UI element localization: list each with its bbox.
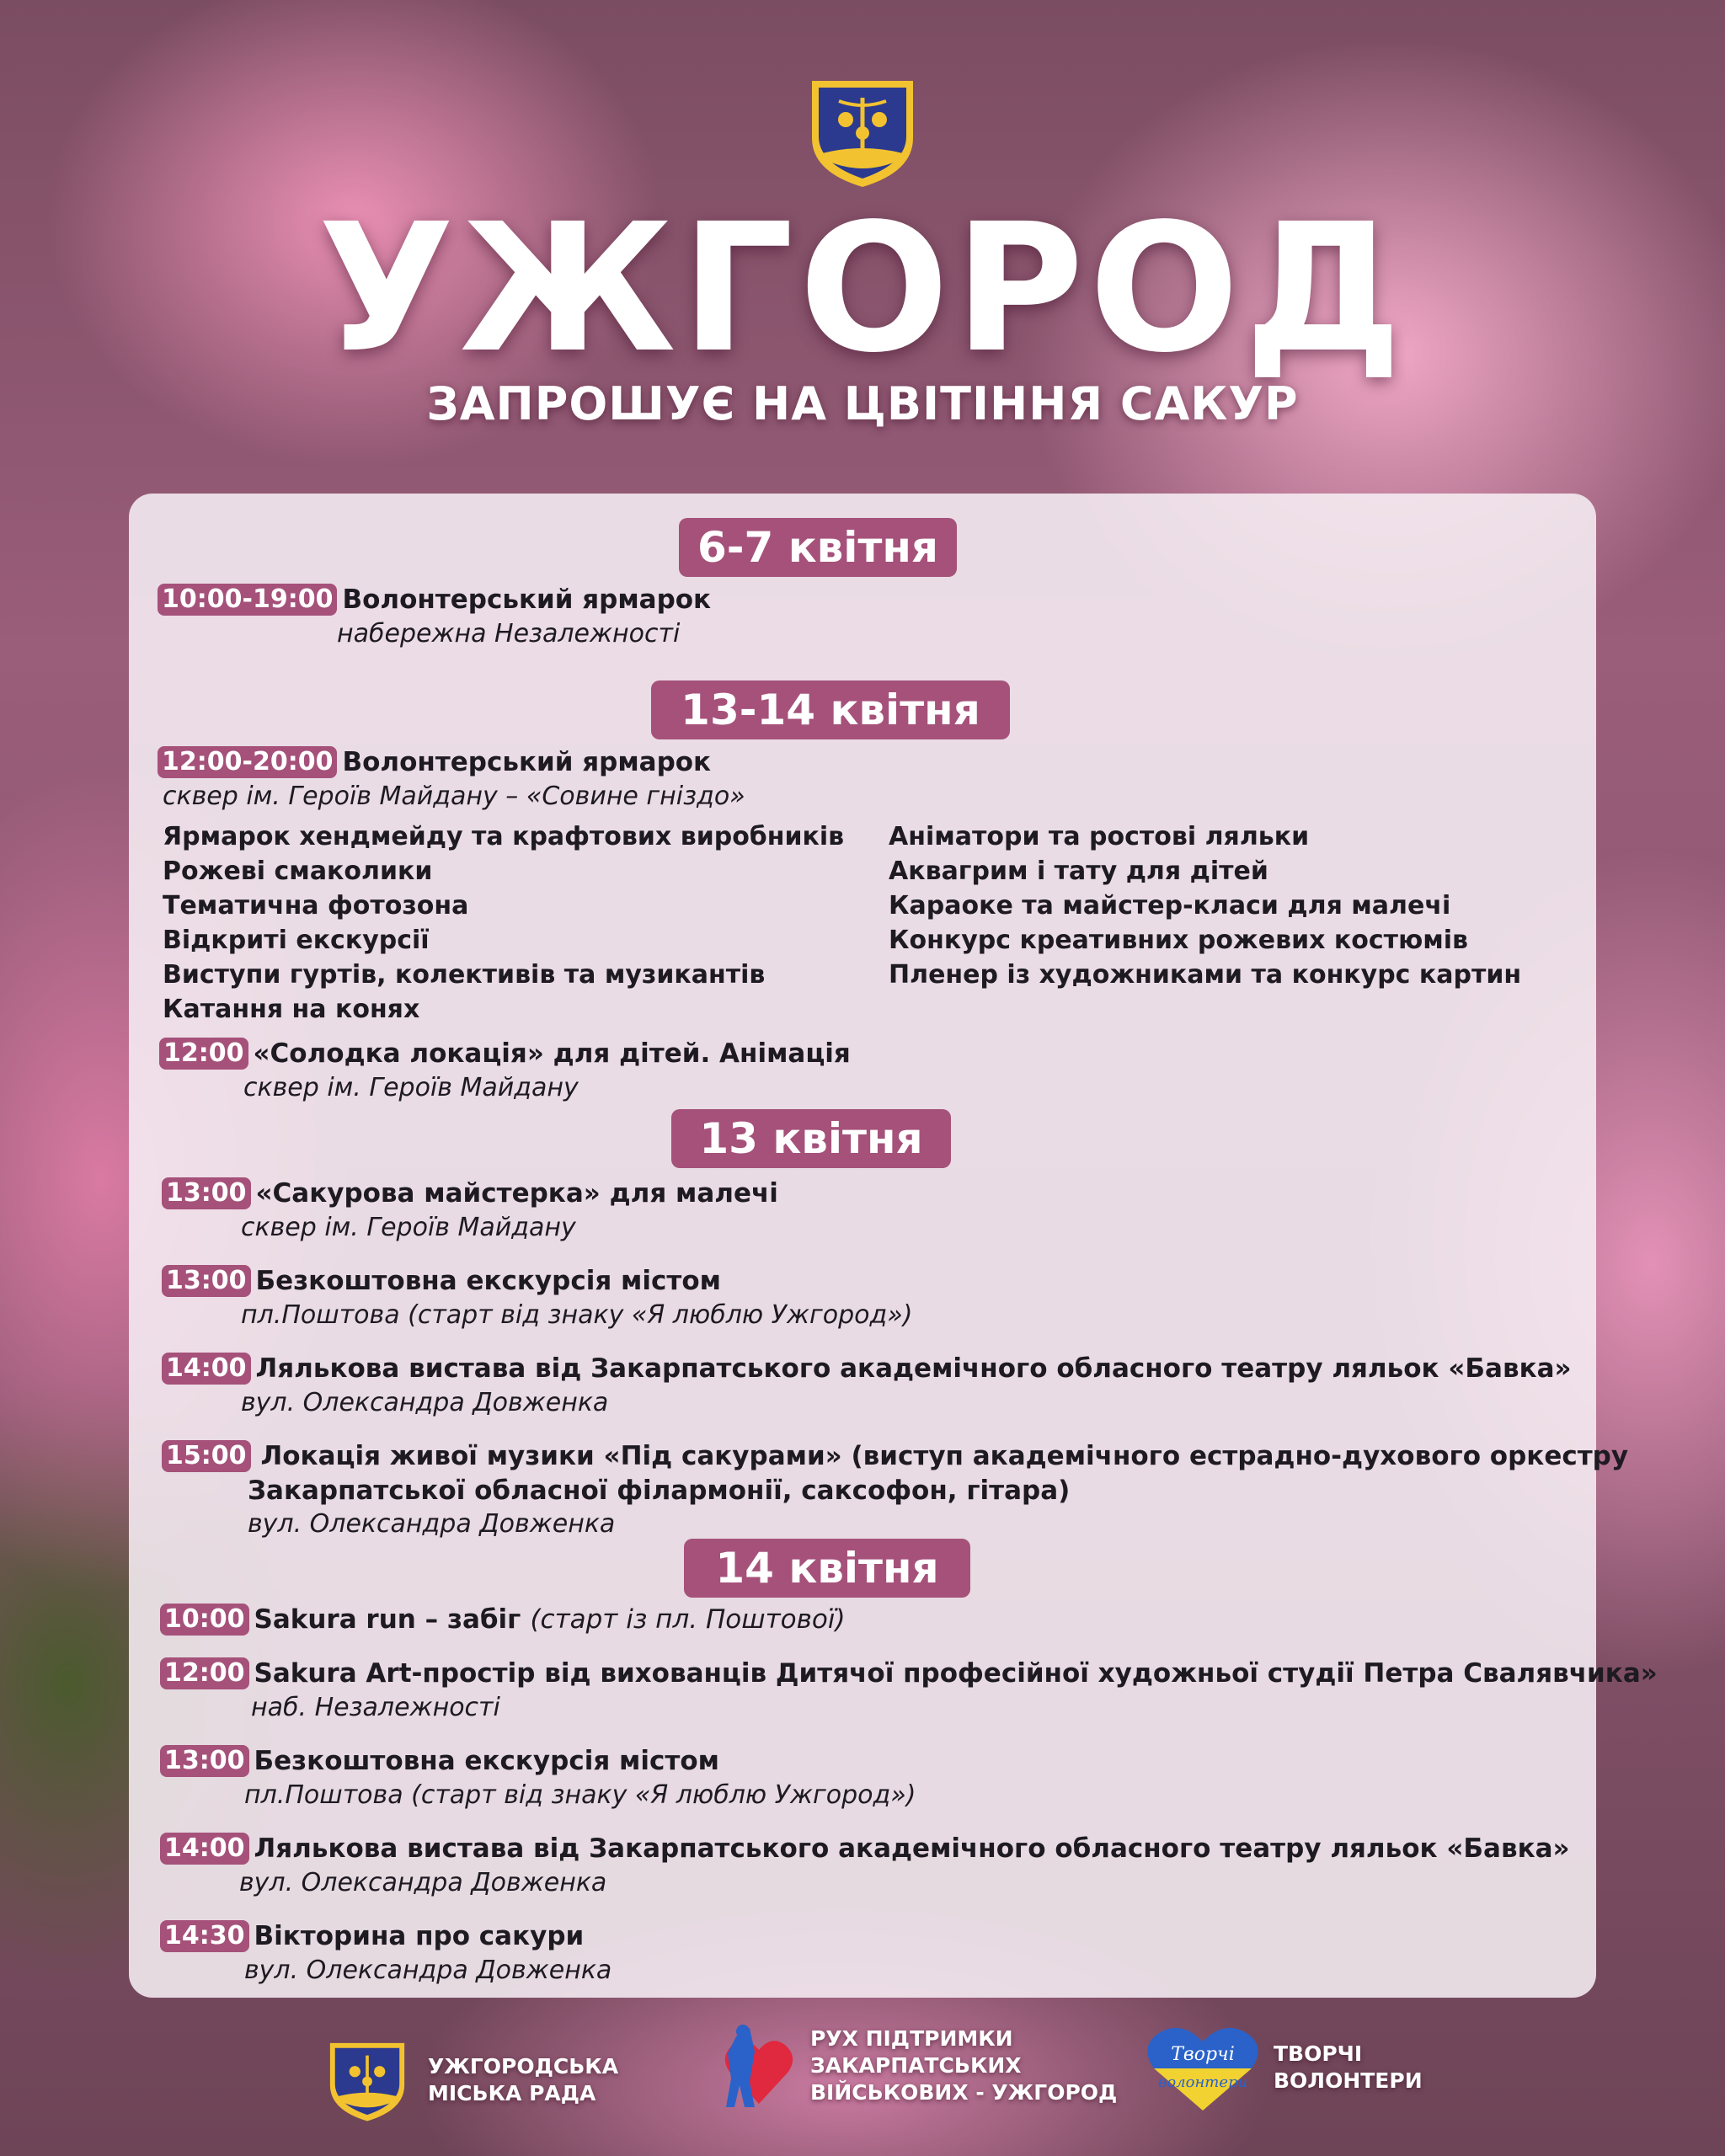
footer-creative-volunteers [1144, 2021, 1423, 2114]
event-time: 13:00 [162, 1265, 251, 1297]
event-time: 14:00 [162, 1353, 251, 1385]
list-item: Пленер із художниками та конкурс картин [889, 960, 1522, 990]
list-item: Конкурс креативних рожевих костюмів [889, 926, 1469, 955]
event-item [160, 1833, 1570, 1897]
list-item: Відкриті екскурсії [163, 926, 430, 955]
footer-org-line: ЗАКАРПАТСЬКИХ [810, 2053, 1022, 2078]
logo-text: волонтери [1157, 2073, 1248, 2091]
event-time: 10:00 [160, 1604, 249, 1636]
event-title: Безкоштовна екскурсія містом [255, 1266, 721, 1296]
event-place: вул. Олександра Довженка [239, 1868, 607, 1897]
event-place: сквер ім. Героїв Майдану – «Совине гніздо» [163, 782, 745, 811]
event-item [160, 1745, 916, 1810]
event-title: Вікторина про сакури [254, 1921, 585, 1951]
footer-org-line: ВОЛОНТЕРИ [1274, 2068, 1423, 2093]
list-item: Караоке та майстер-класи для малечі [889, 891, 1451, 921]
event-title: Локація живої музики «Під сакурами» (виступ академічного естрадно-духового оркестру [260, 1441, 1629, 1471]
list-item: Катання на конях [163, 995, 420, 1024]
event-item [160, 1604, 846, 1636]
event-time: 12:00-20:00 [158, 746, 337, 778]
event-place: сквер ім. Героїв Майдану [241, 1213, 576, 1242]
list-item: Аніматори та ростові ляльки [889, 822, 1310, 851]
list-item: Тематична фотозона [163, 891, 469, 921]
event-item [158, 746, 745, 811]
date-heading-14: 14 квітня [684, 1539, 970, 1598]
event-time: 14:00 [160, 1833, 249, 1865]
page-subtitle: ЗАПРОШУЄ НА ЦВІТІННЯ САКУР [426, 377, 1299, 430]
list-item: Аквагрим і тату для дітей [889, 857, 1268, 886]
event-item [158, 584, 711, 648]
footer-support-movement [721, 2020, 1117, 2112]
event-place: набережна Незалежності [337, 619, 681, 648]
footer-org-line: РУХ ПІДТРИМКИ [810, 2026, 1013, 2051]
event-time: 12:00 [160, 1657, 249, 1689]
event-place: пл.Поштова (старт від знаку «Я люблю Ужгород») [244, 1780, 916, 1810]
event-time: 15:00 [162, 1440, 251, 1472]
event-note: (старт із пл. Поштової) [530, 1604, 846, 1635]
event-time: 14:30 [160, 1920, 249, 1952]
event-place: сквер ім. Героїв Майдану [243, 1073, 579, 1102]
activities-list-right [889, 819, 1521, 992]
event-place: вул. Олександра Довженка [241, 1388, 609, 1417]
event-title: Лялькова вистава від Закарпатського академічного обласного театру ляльок «Бавка» [255, 1353, 1572, 1384]
event-item [162, 1265, 912, 1330]
event-title: Безкоштовна екскурсія містом [254, 1746, 719, 1776]
activities-list-left [163, 819, 844, 1027]
event-title: «Сакурова майстерка» для малечі [255, 1178, 778, 1209]
list-item: Рожеві смаколики [163, 857, 433, 886]
heart-soldier-icon [721, 2020, 797, 2112]
page-title: УЖГОРОД [318, 185, 1407, 392]
event-time: 13:00 [162, 1177, 251, 1209]
event-item [162, 1440, 1628, 1539]
date-heading-13: 13 квітня [671, 1109, 951, 1168]
date-heading-13-14: 13-14 квітня [651, 680, 1010, 739]
event-title-continued: Закарпатської обласної філармонії, саксофон, гітара) [248, 1476, 1071, 1506]
event-time: 13:00 [160, 1745, 249, 1777]
footer-org-line: МІСЬКА РАДА [428, 2081, 596, 2105]
event-title: Sakura Art-простір від вихованців Дитячої професійної художньої студії Петра Свалявчика» [254, 1658, 1658, 1689]
list-item: Виступи гуртів, колективів та музикантів [163, 960, 766, 990]
footer-org-line: ТВОРЧІ [1274, 2041, 1363, 2066]
event-title: Лялькова вистава від Закарпатського академічного обласного театру ляльок «Бавка» [254, 1833, 1570, 1864]
list-item: Ярмарок хендмейду та крафтових виробників [163, 822, 845, 851]
event-item [162, 1353, 1572, 1417]
event-place: пл.Поштова (старт від знаку «Я люблю Ужгород») [241, 1300, 913, 1330]
date-heading-6-7: 6-7 квітня [679, 518, 957, 577]
event-place: вул. Олександра Довженка [244, 1956, 612, 1985]
event-time: 12:00 [159, 1038, 248, 1070]
event-title: Волонтерський ярмарок [342, 747, 712, 777]
footer-org-line: УЖГОРОДСЬКА [428, 2054, 619, 2079]
event-item [160, 1920, 611, 1985]
city-coat-of-arms-icon [805, 72, 920, 190]
event-place: наб. Незалежності [251, 1693, 500, 1722]
event-title: Sakura run – забіг [254, 1604, 521, 1635]
event-place: вул. Олександра Довженка [248, 1509, 616, 1539]
logo-text: Творчі [1171, 2044, 1235, 2065]
city-coat-of-arms-icon [325, 2036, 409, 2124]
footer-org-line: ВІЙСЬКОВИХ - УЖГОРОД [810, 2080, 1118, 2105]
event-title: «Солодка локація» для дітей. Анімація [253, 1038, 851, 1069]
event-time: 10:00-19:00 [158, 584, 337, 616]
event-item [159, 1038, 851, 1102]
footer-city-council [325, 2036, 618, 2124]
event-title: Волонтерський ярмарок [342, 584, 712, 615]
event-item [162, 1177, 778, 1242]
heart-logo-icon [1144, 2021, 1262, 2114]
event-item [160, 1657, 1658, 1722]
